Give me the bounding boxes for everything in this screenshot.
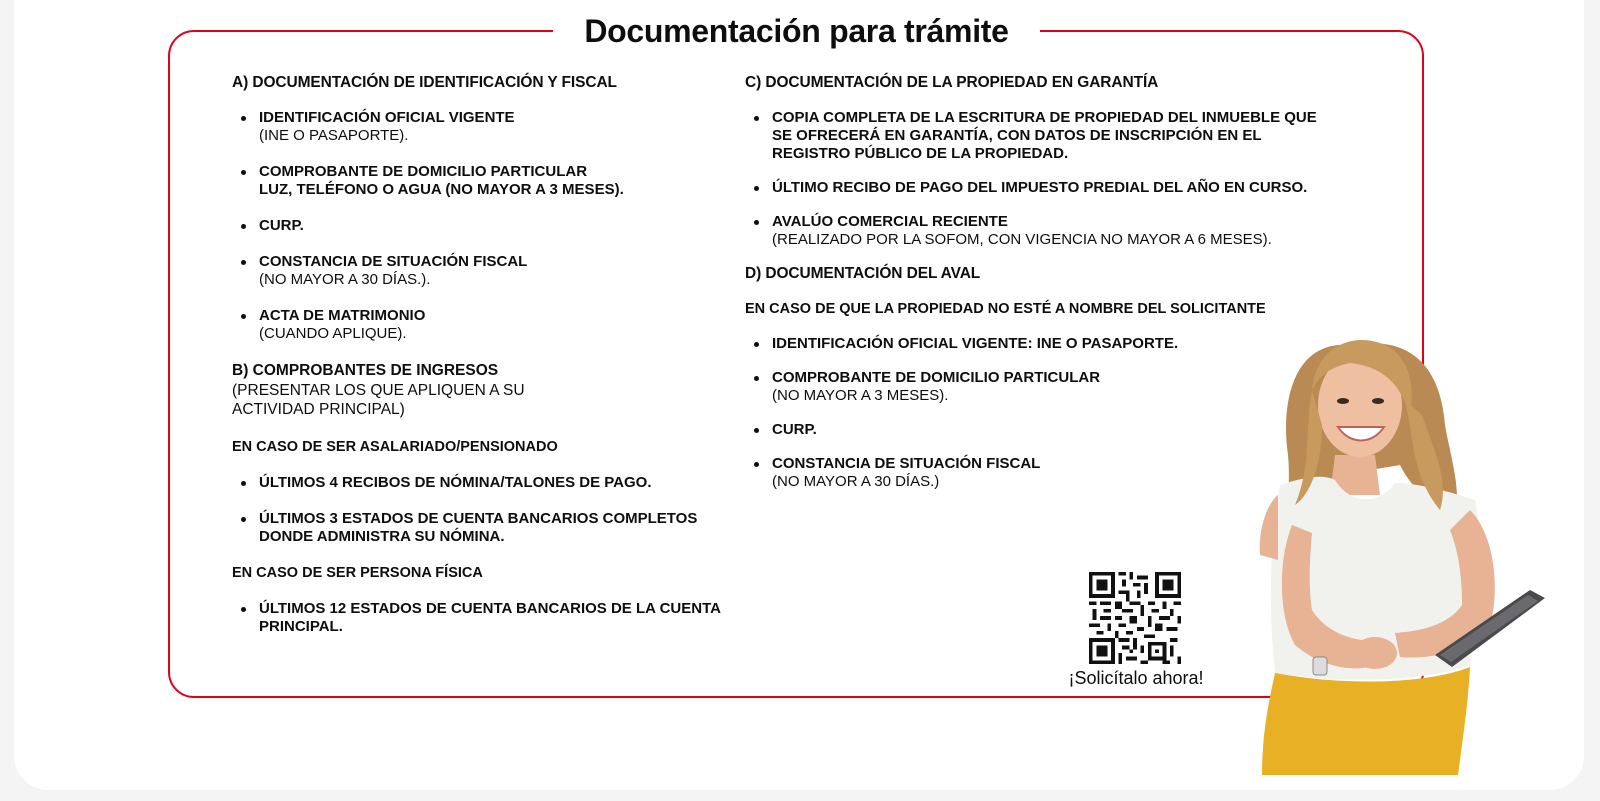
list-item: ÚLTIMOS 3 ESTADOS DE CUENTA BANCARIOS COMPLETOS DONDE ADMINISTRA SU NÓMINA.: [232, 510, 752, 546]
list-item: IDENTIFICACIÓN OFICIAL VIGENTE: INE O PASAPORTE.: [745, 335, 1355, 353]
section-c-list: [745, 109, 1355, 249]
section-d-heading: D) DOCUMENTACIÓN DEL AVAL: [745, 265, 981, 282]
section-c-heading: C) DOCUMENTACIÓN DE LA PROPIEDAD EN GARANTÍA: [745, 74, 1159, 91]
list-item: COPIA COMPLETA DE LA ESCRITURA DE PROPIEDAD DEL INMUEBLE QUE SE OFRECERÁ EN GARANTÍA, CON DATOS DE INSCRIPCIÓN EN EL REGISTRO PÚBLICO DE LA PROPIEDAD.: [745, 109, 1355, 163]
list-item: CONSTANCIA DE SITUACIÓN FISCAL (NO MAYOR A 30 DÍAS.).: [232, 253, 752, 289]
list-item: ACTA DE MATRIMONIO (CUANDO APLIQUE).: [232, 307, 752, 343]
section-a-heading: A) DOCUMENTACIÓN DE IDENTIFICACIÓN Y FISCAL: [232, 74, 617, 91]
qr-code-icon[interactable]: [1089, 572, 1181, 664]
section-a-list: [232, 109, 752, 343]
list-item: CONSTANCIA DE SITUACIÓN FISCAL (NO MAYOR A 30 DÍAS.): [745, 455, 1355, 491]
person-with-tablet-icon: [1200, 305, 1560, 775]
list-item: CURP.: [232, 217, 752, 235]
salaried-heading: EN CASO DE SER ASALARIADO/PENSIONADO: [232, 438, 558, 455]
page-title: Documentación para trámite: [553, 8, 1040, 54]
section-d-subheading: EN CASO DE QUE LA PROPIEDAD NO ESTÉ A NOMBRE DEL SOLICITANTE: [745, 301, 1266, 317]
left-column: [232, 74, 752, 654]
list-item: AVALÚO COMERCIAL RECIENTE (REALIZADO POR LA SOFOM, CON VIGENCIA NO MAYOR A 6 MESES).: [745, 213, 1355, 249]
list-item: CURP.: [745, 421, 1355, 439]
list-item: ÚLTIMOS 12 ESTADOS DE CUENTA BANCARIOS DE LA CUENTA PRINCIPAL.: [232, 600, 752, 636]
list-item: ÚLTIMOS 4 RECIBOS DE NÓMINA/TALONES DE PAGO.: [232, 474, 752, 492]
individual-list: [232, 600, 752, 636]
list-item: COMPROBANTE DE DOMICILIO PARTICULAR (NO MAYOR A 3 MESES).: [745, 369, 1355, 405]
list-item: IDENTIFICACIÓN OFICIAL VIGENTE (INE O PASAPORTE).: [232, 109, 752, 145]
salaried-list: [232, 474, 752, 546]
individual-heading: EN CASO DE SER PERSONA FÍSICA: [232, 564, 483, 581]
section-b-heading: B) COMPROBANTES DE INGRESOS (PRESENTAR LOS QUE APLIQUEN A SU ACTIVIDAD PRINCIPAL): [232, 362, 525, 418]
qr-caption: ¡Solicítalo ahora!: [1068, 668, 1204, 688]
list-item: COMPROBANTE DE DOMICILIO PARTICULAR LUZ, TELÉFONO O AGUA (NO MAYOR A 3 MESES).: [232, 163, 752, 199]
list-item: ÚLTIMO RECIBO DE PAGO DEL IMPUESTO PREDIAL DEL AÑO EN CURSO.: [745, 179, 1355, 197]
